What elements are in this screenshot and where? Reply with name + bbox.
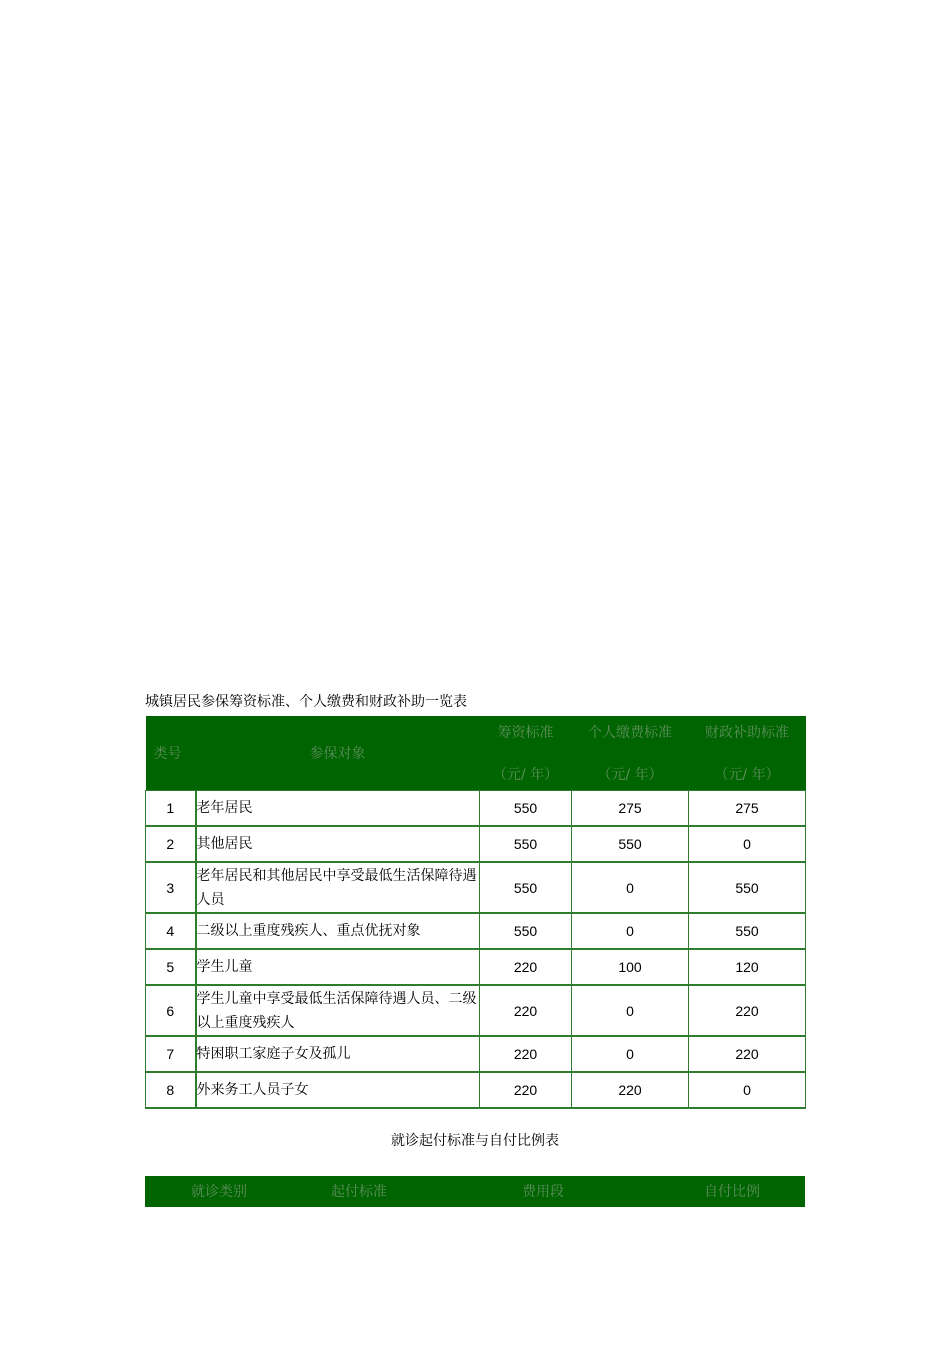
cell-no: 5	[146, 949, 196, 985]
cell-subsidy: 550	[689, 862, 806, 913]
cell-subsidy: 275	[689, 791, 806, 827]
table2-title: 就诊起付标准与自付比例表	[391, 1133, 559, 1149]
cell-object: 二级以上重度残疾人、重点优抚对象	[196, 913, 480, 949]
header-visit-type: 就诊类别	[191, 1184, 247, 1200]
cell-no: 8	[146, 1072, 196, 1108]
header-personal	[572, 716, 689, 791]
cell-no: 3	[146, 862, 196, 913]
table-row	[146, 913, 806, 949]
cell-no: 7	[146, 1036, 196, 1072]
cell-funding: 220	[480, 1072, 572, 1108]
cell-funding: 220	[480, 985, 572, 1036]
header-personal-unit: （元/ 年）	[597, 767, 663, 783]
header-funding	[480, 716, 572, 791]
cell-personal: 220	[572, 1072, 689, 1108]
header-cost-range: 费用段	[522, 1184, 564, 1200]
table-row	[146, 1036, 806, 1072]
header-self-pay-ratio: 自付比例	[704, 1184, 760, 1200]
cell-personal: 0	[572, 985, 689, 1036]
cell-object: 学生儿童	[196, 949, 480, 985]
cell-personal: 275	[572, 791, 689, 827]
cell-funding: 220	[480, 949, 572, 985]
header-funding-label: 筹资标准	[497, 725, 554, 741]
cell-object: 老年居民和其他居民中享受最低生活保障待遇人员	[196, 862, 480, 913]
cell-object: 外来务工人员子女	[196, 1072, 480, 1108]
cell-funding: 220	[480, 1036, 572, 1072]
cell-funding: 550	[480, 862, 572, 913]
cell-funding: 550	[480, 791, 572, 827]
cell-no: 4	[146, 913, 196, 949]
table-row	[146, 949, 806, 985]
table-row	[146, 791, 806, 827]
cell-object: 老年居民	[196, 791, 480, 827]
cell-funding: 550	[480, 826, 572, 862]
header-personal-label: 个人缴费标准	[588, 725, 672, 741]
cell-subsidy: 220	[689, 1036, 806, 1072]
cell-funding: 550	[480, 913, 572, 949]
header-subsidy-label: 财政补助标准	[705, 725, 789, 741]
cell-personal: 0	[572, 1036, 689, 1072]
table2-header-row	[145, 1176, 805, 1207]
cell-no: 2	[146, 826, 196, 862]
table-row	[146, 826, 806, 862]
cell-subsidy: 220	[689, 985, 806, 1036]
insurance-funding-table	[145, 716, 806, 1109]
header-no: 类号	[146, 716, 196, 791]
header-subsidy-unit: （元/ 年）	[714, 767, 780, 783]
header-funding-unit: （元/ 年）	[492, 767, 559, 783]
header-object: 参保对象	[196, 716, 480, 791]
cell-personal: 100	[572, 949, 689, 985]
table-row	[146, 985, 806, 1036]
cell-subsidy: 0	[689, 1072, 806, 1108]
cell-object: 学生儿童中享受最低生活保障待遇人员、二级以上重度残疾人	[196, 985, 480, 1036]
header-threshold: 起付标准	[331, 1184, 387, 1200]
cell-no: 1	[146, 791, 196, 827]
table-row	[146, 862, 806, 913]
cell-subsidy: 120	[689, 949, 806, 985]
table-row	[146, 1072, 806, 1108]
table1-title: 城镇居民参保筹资标准、个人缴费和财政补助一览表	[145, 694, 467, 710]
cell-personal: 0	[572, 862, 689, 913]
cell-no: 6	[146, 985, 196, 1036]
cell-personal: 550	[572, 826, 689, 862]
cell-object: 特困职工家庭子女及孤儿	[196, 1036, 480, 1072]
cell-subsidy: 550	[689, 913, 806, 949]
table1-header-row	[146, 716, 806, 791]
cell-object: 其他居民	[196, 826, 480, 862]
cell-subsidy: 0	[689, 826, 806, 862]
cell-personal: 0	[572, 913, 689, 949]
header-subsidy	[689, 716, 806, 791]
